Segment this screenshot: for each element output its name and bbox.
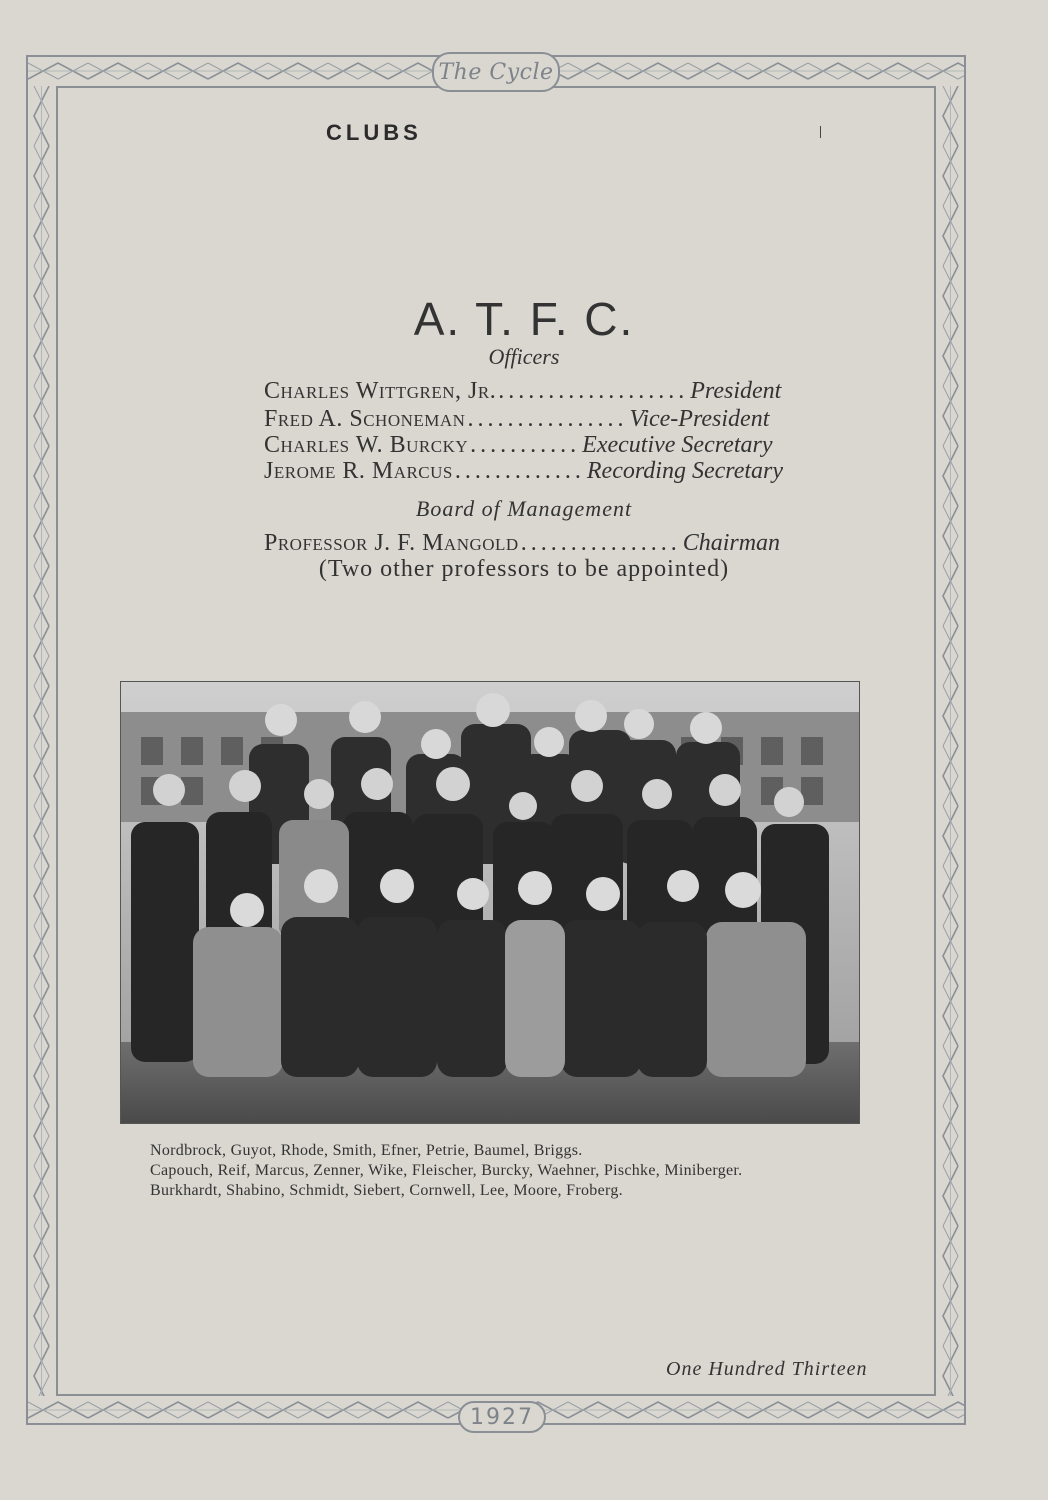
officer-name: Jerome R. Marcus [264,458,453,484]
printing-mark [820,126,821,138]
group-photo-illustration [121,682,859,1123]
left-border-band [28,86,55,1396]
officer-name: Charles W. Burcky [264,432,469,458]
page-number: One Hundred Thirteen [666,1358,868,1380]
board-heading: Board of Management [415,496,633,521]
year-plate [458,1401,546,1433]
section-label: CLUBS [326,120,422,145]
caption-front-row: Burkhardt, Shabino, Schmidt, Siebert, Cornwell, Lee, Moore, Froberg. [150,1182,623,1199]
officer-role: Vice-President [629,406,770,432]
officer-name: Fred A. Schoneman [264,406,466,432]
officer-role: Recording Secretary [586,458,784,484]
officers-heading: Officers [488,344,560,369]
leader-dots: ........... [470,432,581,458]
chairman-row [264,530,781,556]
leader-dots: ................... [498,378,689,404]
appointment-note: (Two other professors to be appointed) [318,556,730,582]
cycle-nameplate [432,52,560,92]
officer-role: Executive Secretary [582,432,773,458]
year-text: 1927 [470,1404,534,1430]
chairman-name: Professor J. F. Mangold [264,530,519,556]
officer-role: President [690,378,782,404]
nameplate-text: The Cycle [438,59,554,85]
caption-middle-row: Capouch, Reif, Marcus, Zenner, Wike, Fleischer, Burcky, Waehner, Pischke, Miniberger. [150,1162,743,1179]
leader-dots: ............. [454,458,585,484]
officer-name: Charles Wittgren, Jr. [264,378,497,404]
chairman-role: Chairman [682,530,781,556]
officer-row [264,458,784,484]
officer-row [264,432,773,458]
group-photo [120,681,860,1124]
club-title: A. T. F. C. [413,293,635,345]
officer-row [264,406,770,432]
right-border-band [937,86,964,1396]
caption-back-row: Nordbrock, Guyot, Rhode, Smith, Efner, Petrie, Baumel, Briggs. [150,1142,583,1159]
leader-dots: ................ [467,406,628,432]
officer-row [264,378,782,404]
leader-dots: ................ [520,530,681,556]
